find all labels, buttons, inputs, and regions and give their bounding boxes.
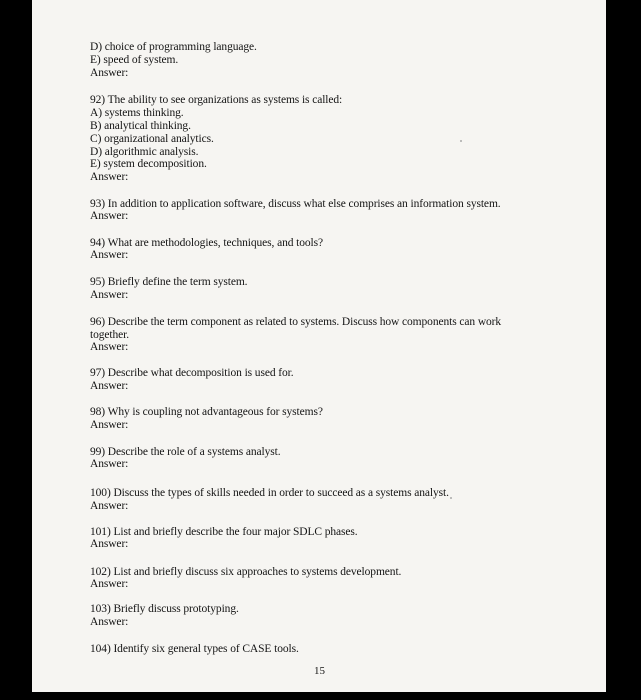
question-96: 96) Describe the term component as related to systems. Discuss how components can work together. bbox=[90, 316, 502, 341]
scan-speck bbox=[450, 497, 452, 499]
option-line: D) algorithmic analysis. bbox=[90, 146, 199, 158]
answer-label: Answer: bbox=[90, 171, 129, 183]
answer-label: Answer: bbox=[90, 419, 129, 431]
option-line: E) speed of system. bbox=[90, 54, 179, 66]
question-102: 102) List and briefly discuss six approaches to systems development. bbox=[90, 566, 402, 578]
question-103: 103) Briefly discuss prototyping. bbox=[90, 603, 239, 615]
option-line: C) organizational analytics. bbox=[90, 133, 214, 145]
scan-speck bbox=[460, 140, 462, 142]
question-104: 104) Identify six general types of CASE tools. bbox=[90, 643, 299, 655]
answer-label: Answer: bbox=[90, 578, 129, 590]
question-92: 92) The ability to see organizations as systems is called: bbox=[90, 94, 343, 106]
question-101: 101) List and briefly describe the four major SDLC phases. bbox=[90, 526, 358, 538]
option-line: B) analytical thinking. bbox=[90, 120, 191, 132]
question-98: 98) Why is coupling not advantageous for systems? bbox=[90, 406, 323, 418]
question-94: 94) What are methodologies, techniques, and tools? bbox=[90, 237, 324, 249]
answer-label: Answer: bbox=[90, 289, 129, 301]
option-line: E) system decomposition. bbox=[90, 158, 207, 170]
question-95: 95) Briefly define the term system. bbox=[90, 276, 248, 288]
answer-label: Answer: bbox=[90, 67, 129, 79]
answer-label: Answer: bbox=[90, 458, 129, 470]
answer-label: Answer: bbox=[90, 341, 129, 353]
question-93: 93) In addition to application software, discuss what else comprises an information system. bbox=[90, 198, 501, 210]
answer-label: Answer: bbox=[90, 616, 129, 628]
answer-label: Answer: bbox=[90, 249, 129, 261]
answer-label: Answer: bbox=[90, 210, 129, 222]
question-99: 99) Describe the role of a systems analyst. bbox=[90, 446, 281, 458]
option-line: D) choice of programming language. bbox=[90, 41, 257, 53]
answer-label: Answer: bbox=[90, 500, 129, 512]
document-page bbox=[32, 0, 606, 692]
answer-label: Answer: bbox=[90, 380, 129, 392]
question-100: 100) Discuss the types of skills needed in order to succeed as a systems analyst. bbox=[90, 487, 449, 499]
option-line: A) systems thinking. bbox=[90, 107, 184, 119]
question-97: 97) Describe what decomposition is used for. bbox=[90, 367, 294, 379]
answer-label: Answer: bbox=[90, 538, 129, 550]
page-number: 15 bbox=[314, 665, 325, 677]
